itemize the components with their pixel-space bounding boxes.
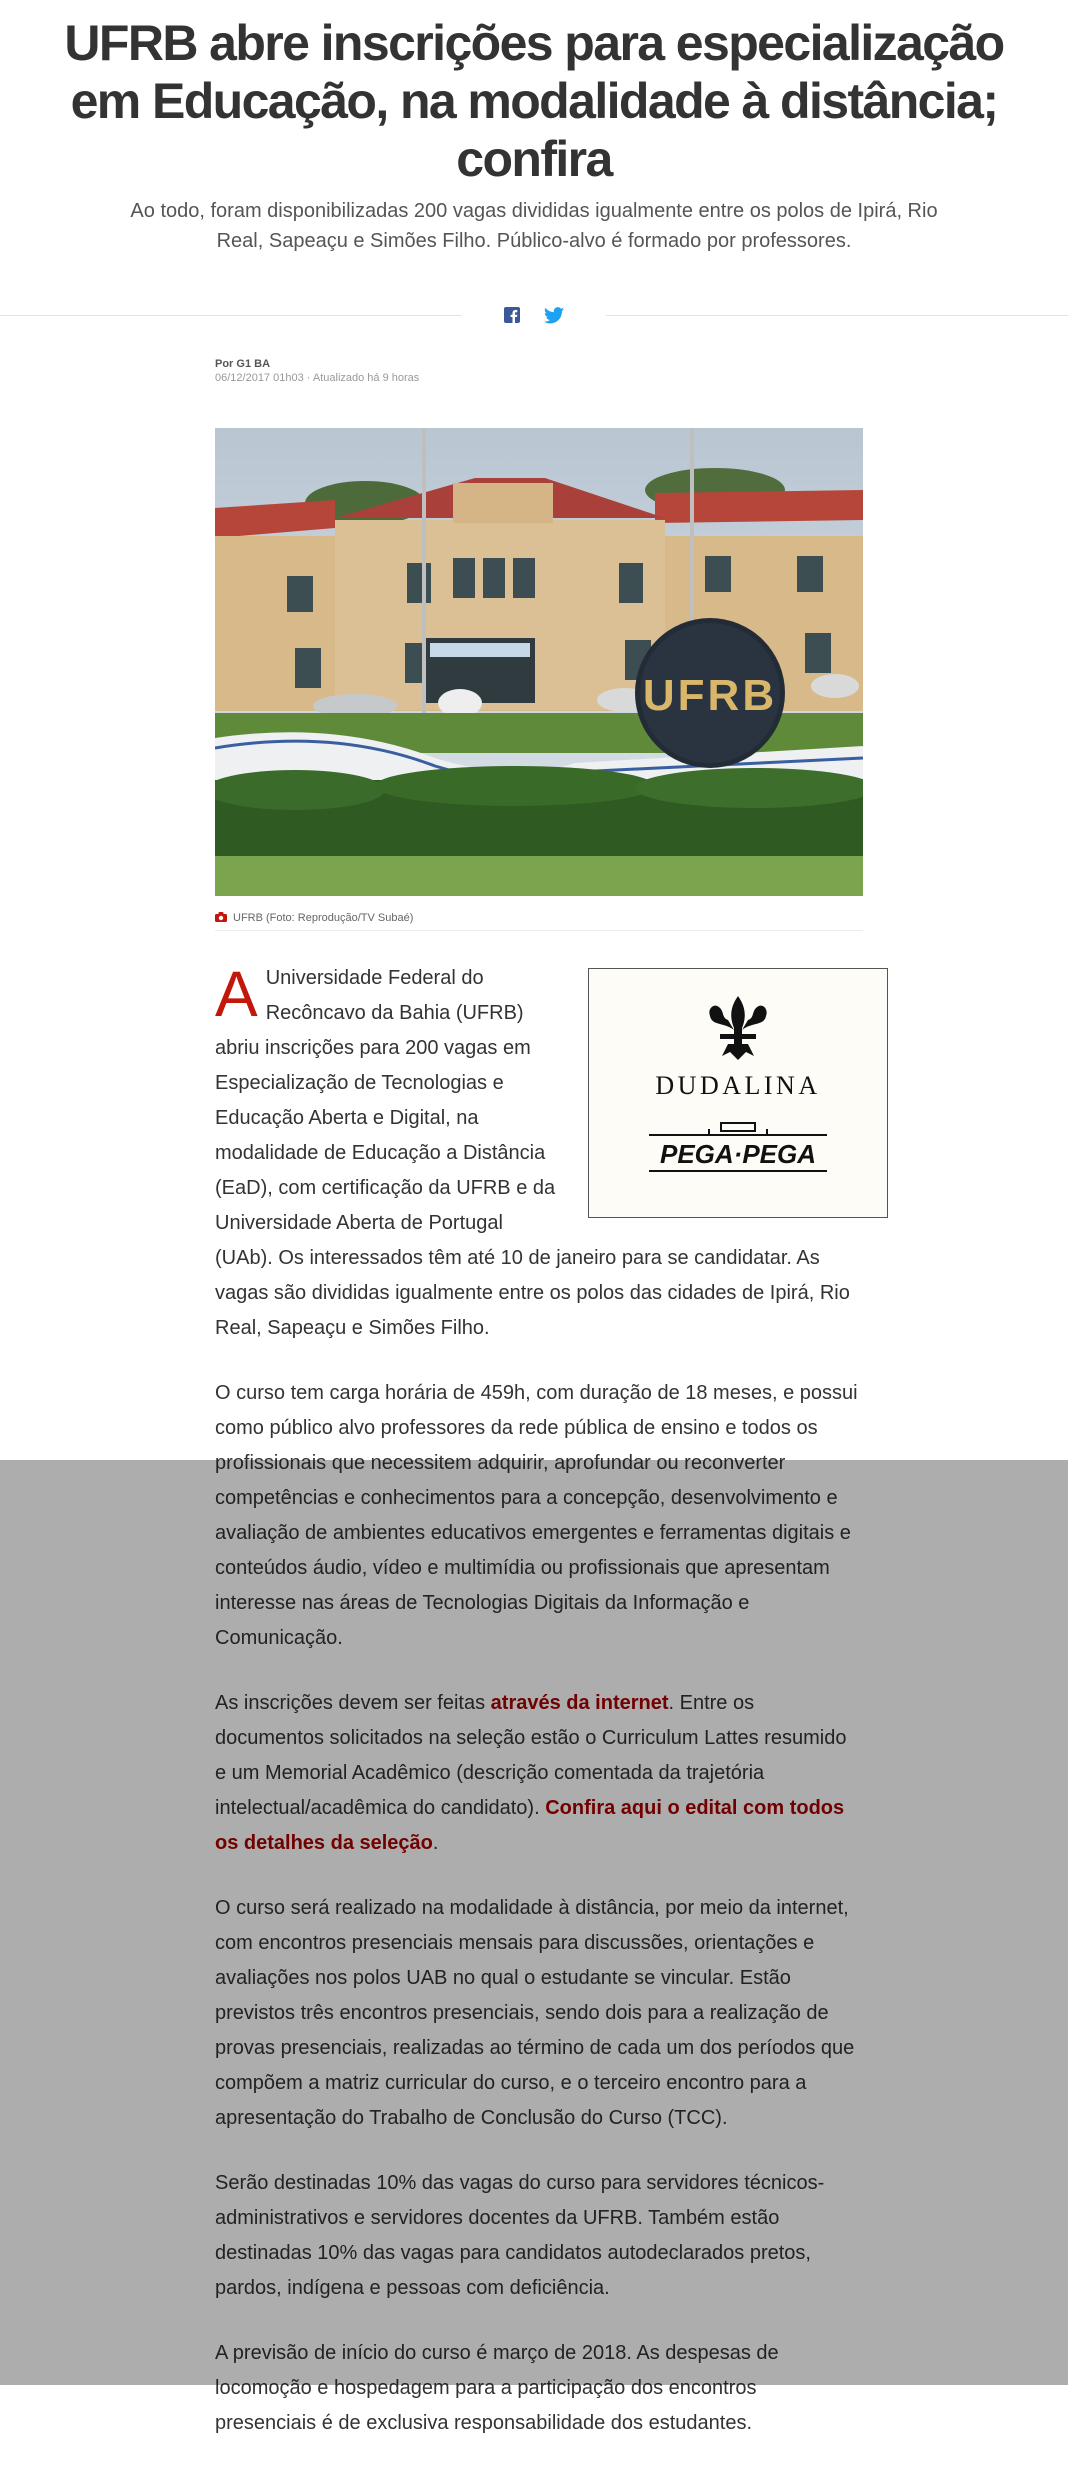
edital-link[interactable]: Confira aqui o edital com todos os detalhes da seleção xyxy=(215,1797,845,1854)
dropcap: A xyxy=(215,958,258,1030)
article-headline: UFRB abre inscrições para especialização em Educação, na modalidade à distância; confira xyxy=(64,15,1004,187)
paragraph-1 xyxy=(215,958,863,1346)
twitter-icon[interactable] xyxy=(544,307,564,324)
camera-icon xyxy=(215,912,227,925)
paragraph-3-text-c: . xyxy=(432,1832,439,1854)
page-dim-overlay[interactable] xyxy=(0,1460,1068,2385)
paragraph-2: O curso tem carga horária de 459h, com duração de 18 meses, e possui como público alvo professores da rede pública de ensino e todos os profissionais que necessitem adquirir, aprofundar ou reconverter competências e conhecimentos para a concepção, desenvolvimento e avaliação de ambientes educativos emergentes e ferramentas digitais e conteúdos áudio, vídeo e multimídia ou profissionais que apresentam interesse nas áreas de Tecnologias Digitais da Informação e Comunicação. xyxy=(215,1382,858,1649)
ad-brand-dudalina: DUDALINA xyxy=(655,1071,821,1100)
photo-caption xyxy=(215,906,863,931)
photo-caption-text: UFRB (Foto: Reprodução/TV Subaé) xyxy=(233,912,414,924)
article-subtitle: Ao todo, foram disponibilizadas 200 vagas divididas igualmente entre os polos de Ipirá, Rio Real, Sapeaçu e Simões Filho. Público-alvo é formado por professores. xyxy=(130,200,938,252)
publish-date: 06/12/2017 01h03 · Atualizado há 9 horas xyxy=(215,372,420,384)
paragraph-5: Serão destinadas 10% das vagas do curso para servidores técnicos-administrativos e servidores docentes da UFRB. Também estão destinadas 10% das vagas para candidatos autodeclarados pretos, pardos, indígena e pessoas com deficiência. xyxy=(215,2172,825,2299)
author: Por G1 BA xyxy=(215,358,271,370)
ad-artwork xyxy=(589,969,887,1217)
ufrb-sign-text: UFRB xyxy=(642,671,778,720)
paragraph-3-text-a: As inscrições devem ser feitas xyxy=(215,1692,491,1714)
paragraph-6: A previsão de início do curso é março de 2018. As despesas de locomoção e hospedagem para a participação dos encontros presenciais é de exclusiva responsabilidade dos estudantes. xyxy=(215,2342,779,2434)
inscricoes-link[interactable]: através da internet xyxy=(490,1692,669,1714)
share-bar xyxy=(462,300,606,330)
byline xyxy=(215,357,419,385)
article-photo xyxy=(215,428,863,896)
paragraph-3-text-b: . Entre os documentos solicitados na seleção estão o Curriculum Lattes resumido e um Memorial Acadêmico (descrição comentada da trajetória intelectual/acadêmica do candidato). xyxy=(215,1692,847,1819)
paragraph-1-text: Universidade Federal do Recôncavo da Bahia (UFRB) abriu inscrições para 200 vagas em Especialização de Tecnologias e Educação Aberta e Digital, na modalidade de Educação a Distância (EaD), com certificação da UFRB e da Universidade Aberta de Portugal (UAb). Os interessados têm até 10 de janeiro para se candidatar. As vagas são divididas igualmente entre os polos das cidades de Ipirá, Rio Real, Sapeaçu e Simões Filho. xyxy=(215,967,850,1339)
ad-banner[interactable] xyxy=(588,968,888,1218)
paragraph-4: O curso será realizado na modalidade à distância, por meio da internet, com encontros presenciais mensais para discussões, orientações e avaliações nos polos UAB no qual o estudante se vincular. Estão previstos três encontros presenciais, sendo dois para a realização de provas presenciais, realizadas ao término de cada um dos períodos que compõem a matriz curricular do curso, e o terceiro encontro para a apresentação do Trabalho de Conclusão do Curso (TCC). xyxy=(215,1897,855,2129)
facebook-icon[interactable] xyxy=(504,307,520,323)
ad-brand-pegapega: PEGA·PEGA xyxy=(659,1139,817,1169)
